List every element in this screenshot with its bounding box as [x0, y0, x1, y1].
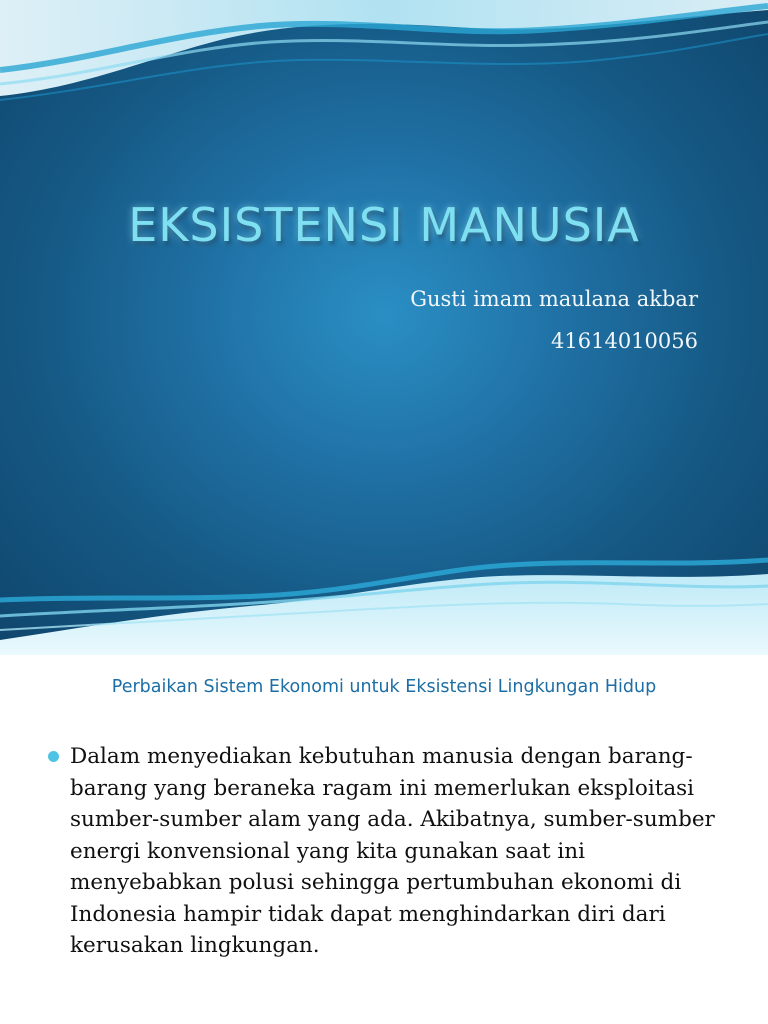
bullet-text: Dalam menyediakan kebutuhan manusia dengan barang-barang yang beraneka ragam ini memerlukan eksploitasi sumber-sumber alam yang ada. Akibatnya, sumber-sumber energi konvensional yang kita gunakan saat ini menyebabkan polusi sehingga pertumbuhan ekonomi di Indonesia hampir tidak dapat menghindarkan diri dari kerusakan lingkungan.	[70, 744, 715, 958]
slide-heading: Perbaikan Sistem Ekonomi untuk Eksistensi Lingkungan Hidup	[111, 677, 657, 697]
list-item	[48, 741, 738, 962]
author-info	[410, 278, 698, 362]
bullet-list	[48, 741, 738, 962]
bullet-icon	[48, 751, 59, 762]
presentation-title: EKSISTENSI MANUSIA	[128, 198, 640, 252]
author-name: Gusti imam maulana akbar	[410, 287, 698, 311]
student-id: 41614010056	[551, 329, 698, 353]
content-slide	[0, 655, 768, 1024]
